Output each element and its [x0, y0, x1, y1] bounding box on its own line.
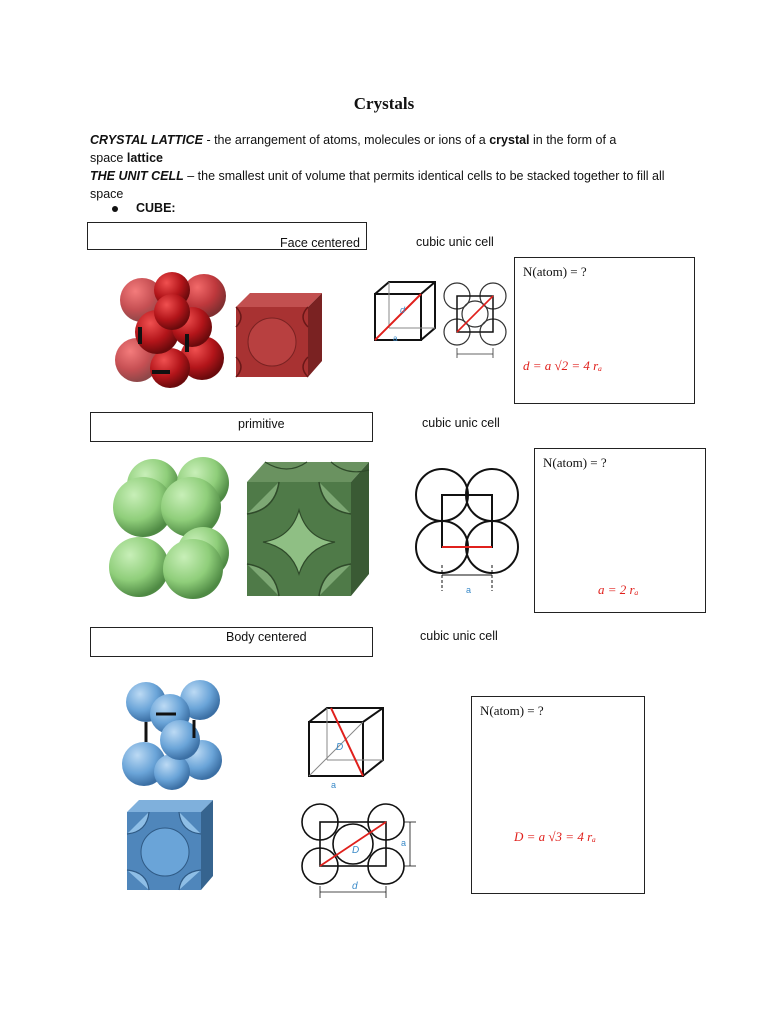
bcc-cube-model — [127, 800, 213, 890]
fcc-spheres — [115, 272, 226, 388]
primitive-label: primitive — [238, 417, 285, 431]
bcc-dim-a-label: a — [331, 780, 337, 790]
definitions — [90, 131, 690, 203]
fcc-label: Face centered — [280, 236, 360, 250]
fcc-side-label: cubic unic cell — [416, 235, 494, 249]
bcc-label-box — [90, 627, 373, 657]
fcc-answer-box — [514, 257, 695, 404]
primitive-cube-model — [247, 462, 369, 598]
bcc-sphere-model — [120, 680, 224, 790]
fcc-sphere-model — [112, 272, 232, 390]
fcc-formula: d = a √2 = 4 rₐ — [523, 358, 603, 373]
bcc-dim-D-label: D — [336, 742, 344, 753]
fcc-cube-diagram — [373, 280, 439, 346]
fcc-dim-d-label: d — [400, 305, 406, 315]
primitive-dim-a-label: a — [466, 585, 472, 595]
primitive-side-label: cubic unic cell — [422, 416, 500, 430]
unit-cell-definition: THE UNIT CELL – the smallest unit of volume that permits identical cells to be stacked together to fill all space — [90, 169, 665, 201]
fcc-dim-a-label: a — [393, 334, 398, 343]
primitive-sphere-model — [103, 457, 231, 601]
fcc-question: N(atom) = ? — [523, 264, 587, 279]
fcc-cube-model — [236, 293, 322, 377]
bullet-dot-icon — [112, 206, 118, 212]
bcc-face-a-label: a — [401, 838, 407, 848]
bcc-face-D-label: D — [352, 845, 360, 856]
primitive-formula: a = 2 rₐ — [598, 582, 639, 597]
primitive-label-box — [90, 412, 373, 442]
fcc-face-diagram — [441, 280, 509, 360]
primitive-answer-box — [534, 448, 706, 613]
fcc-label-box — [87, 222, 367, 250]
bcc-face-d-label: d — [352, 881, 358, 892]
bcc-formula: D = a √3 = 4 rₐ — [514, 829, 596, 844]
bcc-answer-box — [471, 696, 645, 894]
cube-bullet: CUBE: — [112, 201, 176, 215]
bcc-side-label: cubic unic cell — [420, 629, 498, 643]
crystal-lattice-definition: CRYSTAL LATTICE - the arrangement of atoms, molecules or ions of a crystal in the form of a space lattice — [90, 133, 617, 165]
page-title: Crystals — [353, 94, 415, 113]
bcc-question: N(atom) = ? — [480, 703, 544, 718]
primitive-face-diagram — [416, 465, 520, 597]
bcc-cube-diagram — [307, 706, 385, 778]
bcc-label: Body centered — [226, 630, 307, 644]
primitive-question: N(atom) = ? — [543, 455, 607, 470]
bcc-face-diagram — [300, 800, 420, 900]
